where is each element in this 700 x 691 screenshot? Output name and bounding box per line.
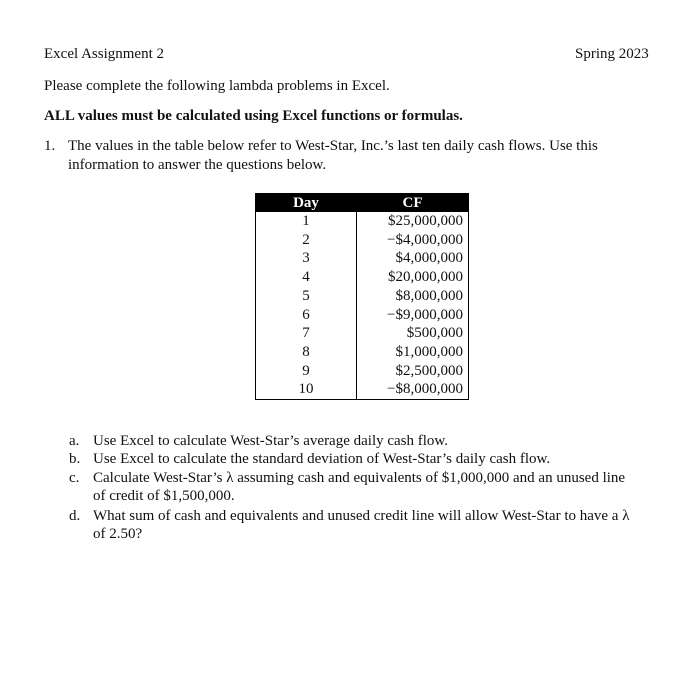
cf-cell: $2,500,000 [395,362,463,379]
subquestion-d-text-line-1: What sum of cash and equivalents and unused credit line will allow West-Star to have a λ [93,508,630,524]
question-text-line-1: The values in the table below refer to West-Star, Inc.’s last ten daily cash flows. Use this [68,138,598,154]
table-row [256,212,469,231]
day-cell: 6 [256,306,357,325]
day-cell: 3 [256,249,357,268]
cf-cell: −$9,000,000 [387,306,463,323]
table-row [256,306,469,325]
day-cell: 1 [256,212,357,231]
subquestion-a-text: Use Excel to calculate West-Star’s average daily cash flow. [93,433,449,449]
subquestion-d-letter: d. [69,508,81,524]
subquestion-a-letter: a. [69,433,80,449]
requirement-line: ALL values must be calculated using Excel functions or formulas. [44,108,463,124]
table-row [256,287,469,306]
cf-cell: $4,000,000 [395,250,463,267]
assignment-title: Excel Assignment 2 [44,46,164,62]
column-header-cf: CF [357,194,469,213]
cf-cell: $20,000,000 [388,269,463,286]
cf-cell: −$8,000,000 [387,381,463,398]
subquestion-c-letter: c. [69,470,80,486]
day-cell: 8 [256,343,357,362]
cf-cell: $25,000,000 [388,213,463,229]
cf-cell: $500,000 [406,325,463,342]
table-row [256,268,469,287]
cf-cell: $1,000,000 [395,343,463,360]
table-row [256,362,469,381]
table-header-row [256,194,469,213]
question-text-line-2: information to answer the questions below. [68,157,327,173]
table-row [256,343,469,362]
table-row [256,249,469,268]
cash-flow-table [255,193,469,400]
day-cell: 4 [256,268,357,287]
day-cell: 9 [256,362,357,381]
table-row [256,324,469,343]
day-cell: 5 [256,287,357,306]
question-number: 1. [44,138,56,154]
term-label: Spring 2023 [575,46,649,62]
day-cell: 7 [256,324,357,343]
column-header-day: Day [256,194,357,213]
subquestion-c-text-line-1: Calculate West-Star’s λ assuming cash and equivalents of $1,000,000 and an unused line [93,470,626,486]
instructions-line: Please complete the following lambda problems in Excel. [44,78,390,94]
subquestion-d-text-line-2: of 2.50? [93,526,143,542]
subquestion-b-letter: b. [69,451,81,467]
table-row [256,380,469,399]
subquestion-c-text-line-2: of credit of $1,500,000. [93,488,235,504]
table-row [256,231,469,250]
cf-cell: −$4,000,000 [387,231,463,248]
day-cell: 2 [256,231,357,250]
subquestion-b-text: Use Excel to calculate the standard deviation of West-Star’s daily cash flow. [93,451,551,467]
day-cell: 10 [256,380,357,399]
cf-cell: $8,000,000 [395,287,463,304]
